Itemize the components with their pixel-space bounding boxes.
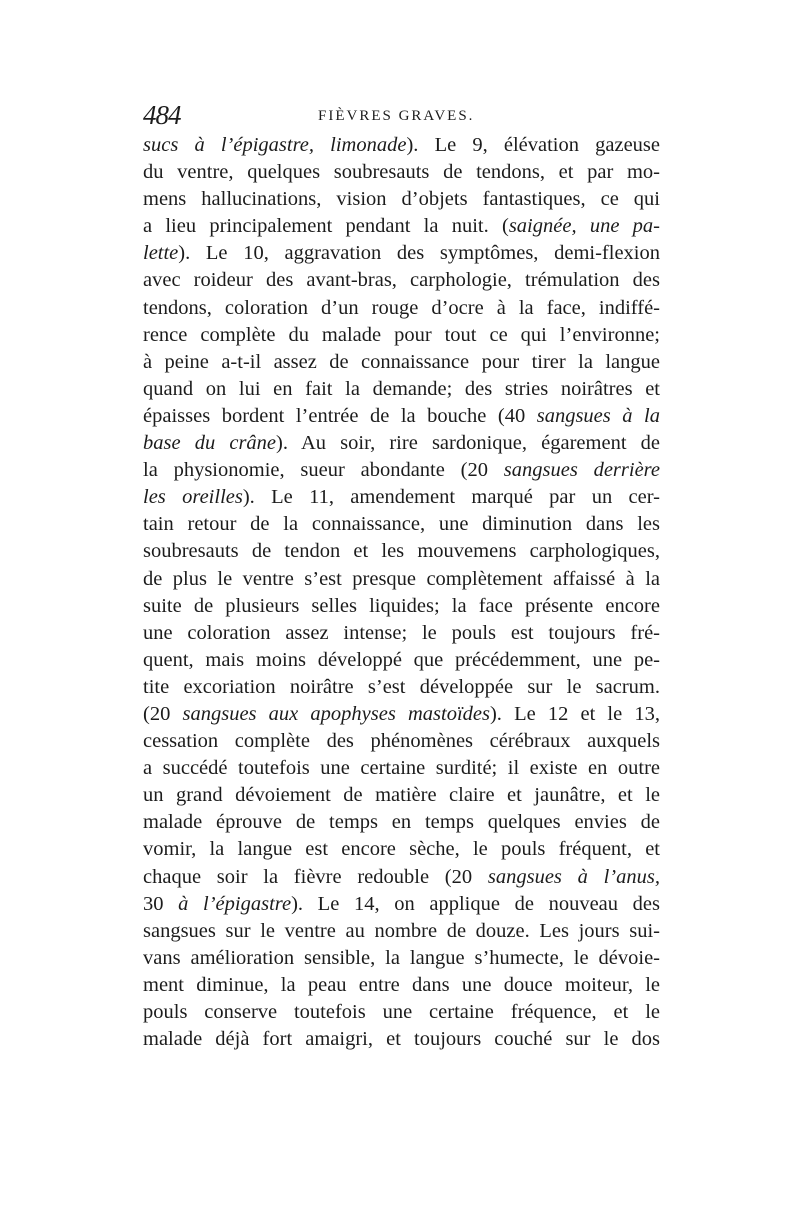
- italic-segment: sangsues à l’anus,: [487, 865, 660, 888]
- italic-segment: à l’épigastre: [178, 892, 292, 915]
- italic-segment: sangsues à la: [536, 404, 660, 427]
- text-segment: à peine a-t-il assez de connaissance pour tirer la langue: [143, 350, 660, 373]
- text-segment: ). Le 14, on applique de nouveau des: [291, 892, 660, 915]
- text-segment: pouls conserve toutefois une certaine fréquence, et le: [143, 1001, 660, 1023]
- text-line: [143, 430, 660, 457]
- text-line: [143, 809, 660, 836]
- text-segment: du ventre, quelques soubresauts de tendons, et par mo-: [143, 161, 660, 184]
- text-segment: (20: [143, 702, 183, 725]
- italic-segment: sangsues derrière: [503, 459, 661, 482]
- text-line: [143, 701, 660, 728]
- text-segment: un grand dévoiement de matière claire et jaunâtre, et le: [143, 784, 660, 807]
- text-segment: mens hallucinations, vision d’objets fantastiques, ce qui: [143, 188, 660, 211]
- text-line: [143, 972, 660, 999]
- text-segment: de plus le ventre s’est presque complètement affaissé à la: [143, 567, 660, 590]
- text-line: [143, 755, 660, 782]
- text-line: [143, 403, 660, 430]
- text-segment: quand on lui en fait la demande; des stries noirâtres et: [143, 377, 660, 400]
- text-line: [143, 376, 660, 403]
- text-segment: une coloration assez intense; le pouls est toujours fré-: [143, 621, 660, 644]
- text-line: [143, 1026, 660, 1053]
- text-segment: suite de plusieurs selles liquides; la face présente encore: [143, 594, 660, 617]
- text-line: [143, 728, 660, 755]
- text-segment: malade déjà fort amaigri, et toujours couché sur le dos: [143, 1028, 660, 1051]
- text-line: [143, 186, 660, 213]
- text-segment: vomir, la langue est encore sèche, le pouls fréquent, et: [143, 838, 660, 861]
- italic-segment: les oreilles: [143, 486, 243, 509]
- text-line: [143, 159, 660, 186]
- text-segment: tendons, coloration d’un rouge d’ocre à la face, indiffé-: [143, 296, 660, 319]
- text-line: [143, 647, 660, 674]
- text-segment: ). Le 11, amendement marqué par un cer-: [242, 486, 660, 509]
- text-line: [143, 836, 660, 863]
- text-segment: chaque soir la fièvre redouble (20: [143, 865, 488, 888]
- text-line: [143, 566, 660, 593]
- text-line: [143, 267, 660, 294]
- text-segment: avec roideur des avant-bras, carphologie, trémulation des: [143, 269, 660, 292]
- text-line: [143, 782, 660, 809]
- italic-segment: base du crâne: [143, 432, 277, 455]
- running-title: FIÈVRES GRAVES.: [318, 108, 475, 124]
- text-segment: épaisses bordent l’entrée de la bouche (40: [143, 404, 537, 427]
- text-line: [143, 891, 660, 918]
- text-line: [143, 511, 660, 538]
- text-segment: ment diminue, la peau entre dans une douce moiteur, le: [143, 973, 660, 996]
- text-line: [143, 349, 660, 376]
- italic-segment: saignée, une pa-: [508, 215, 660, 238]
- text-line: [143, 538, 660, 565]
- text-segment: sangsues sur le ventre au nombre de douze. Les jours sui-: [143, 919, 660, 942]
- text-segment: la physionomie, sueur abondante (20: [143, 459, 504, 482]
- text-line: [143, 295, 660, 322]
- text-line: [143, 945, 660, 972]
- text-segment: soubresauts de tendon et les mouvemens carphologiques,: [143, 540, 660, 563]
- italic-segment: sangsues aux apophyses mastoïdes: [182, 702, 490, 725]
- text-segment: rence complète du malade pour tout ce qui l’environne;: [143, 323, 660, 346]
- italic-segment: lette: [143, 242, 179, 265]
- text-line: [143, 674, 660, 701]
- text-segment: ). Au soir, rire sardonique, égarement de: [276, 432, 660, 455]
- text-segment: 30: [143, 892, 179, 915]
- text-line: [143, 918, 660, 945]
- text-segment: a lieu principalement pendant la nuit. (: [143, 215, 509, 238]
- text-line: [143, 322, 660, 349]
- text-segment: tain retour de la connaissance, une diminution dans les: [143, 513, 660, 536]
- body-text: [143, 132, 660, 1053]
- text-segment: ). Le 12 et le 13,: [489, 702, 660, 725]
- page-header: [143, 100, 660, 132]
- text-line: [143, 240, 660, 267]
- text-line: [143, 999, 660, 1026]
- text-line: [143, 213, 660, 240]
- text-segment: ). Le 10, aggravation des symptômes, demi-flexion: [178, 242, 660, 265]
- text-segment: malade éprouve de temps en temps quelques envies de: [143, 811, 660, 834]
- text-segment: a succédé toutefois une certaine surdité; il existe en outre: [143, 757, 660, 780]
- text-line: [143, 457, 660, 484]
- text-line: [143, 132, 660, 159]
- text-line: [143, 593, 660, 620]
- text-segment: cessation complète des phénomènes cérébraux auxquels: [143, 730, 660, 753]
- text-segment: quent, mais moins développé que précédemment, une pe-: [143, 648, 660, 671]
- text-segment: vans amélioration sensible, la langue s’humecte, le dévoie-: [143, 946, 660, 969]
- text-segment: tite excoriation noirâtre s’est développée sur le sacrum.: [143, 675, 660, 698]
- text-line: [143, 484, 660, 511]
- italic-segment: sucs à l’épigastre, limonade: [143, 134, 407, 156]
- text-line: [143, 864, 660, 891]
- text-line: [143, 620, 660, 647]
- page-number: 484: [143, 100, 181, 130]
- text-segment: ). Le 9, élévation gazeuse: [406, 134, 660, 156]
